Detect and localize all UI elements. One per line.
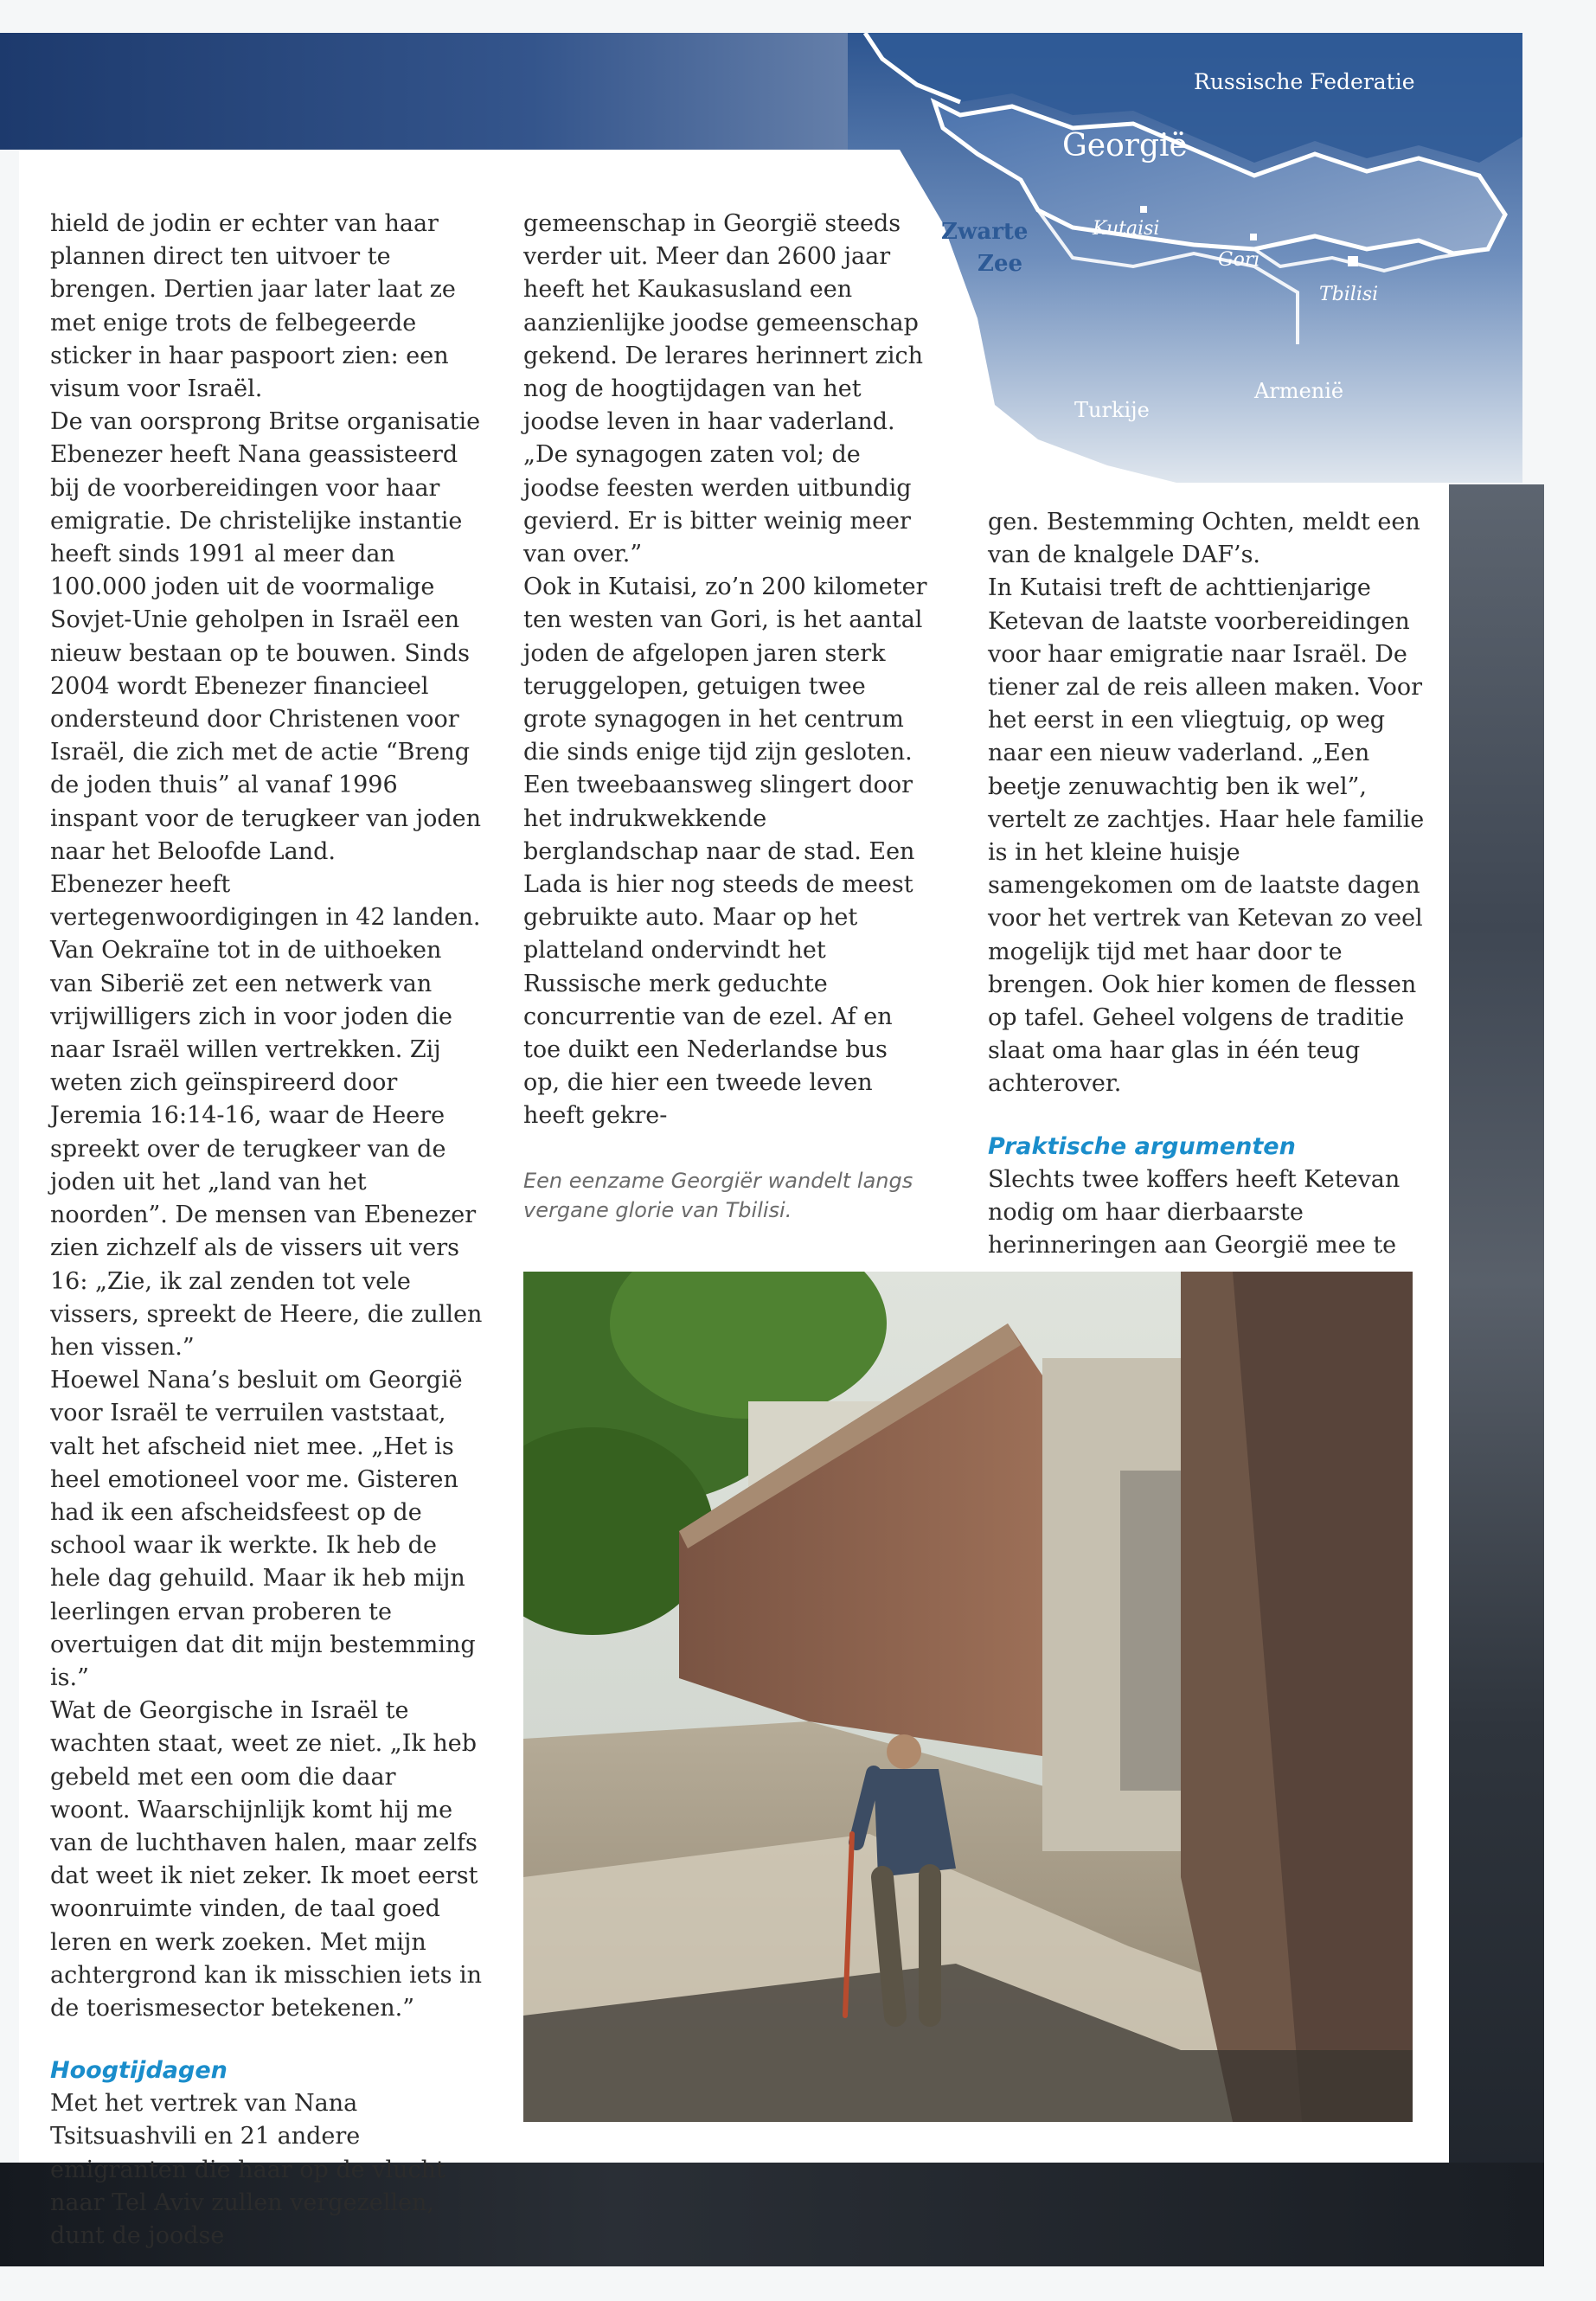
paragraph: De van oorsprong Britse organisatie Ebenezer heeft Nana geassisteerd bij de voorbereidingen voor haar emigratie. De christelijke instantie heeft sinds 1991 al meer dan 100.000 joden uit de voormalige Sovjet-Unie geholpen in Israël een nieuw bestaan op te bouwen. Sinds 2004 wordt Ebenezer financieel ondersteund door Christenen voor Israël, die zich met de actie “Breng de joden thuis” al vanaf 1996 inspant voor de terugkeer van joden naar het Beloofde Land. xyxy=(50,408,481,865)
paragraph: hield de jodin er echter van haar plannen direct ten uitvoer te brengen. Dertien jaar later laat ze met enige trots de felbegeerde sticker in haar paspoort zien: een visum voor Israël. xyxy=(50,210,456,403)
tbilisi-marker xyxy=(1348,256,1358,266)
sea-label-line1: Zwarte xyxy=(941,219,1029,245)
turkey-label: Turkije xyxy=(1074,398,1150,422)
gori-label: Gori xyxy=(1218,249,1260,271)
paragraph: Ebenezer heeft vertegenwoordigingen in 42 landen. Van Oekraïne tot in de uithoeken van Siberië zet een netwerk van vrijwilligers zich in voor joden die naar Israël willen vertrekken. Zij weten zich geïnspireerd door Jeremia 16:14-16, waar de Heere spreekt over de terugkeer van de joden uit het „land van het noorden”. De mensen van Ebenezer zien zichzelf als de vissers uit vers 16: „Zie, ik zal zenden tot vele vissers, spreekt de Heere, die zullen hen vissen.” xyxy=(50,871,483,1361)
photo-caption: Een eenzame Georgiër wandelt langs vergane glorie van Tbilisi. xyxy=(523,1169,913,1222)
kutaisi-marker xyxy=(1140,206,1147,213)
right-edge-photo xyxy=(1449,484,1544,2258)
paragraph: Slechts twee koffers heeft Ketevan nodig om haar dierbaarste herinneringen aan Georgië mee te xyxy=(988,1165,1401,1259)
article-column-2 xyxy=(523,208,930,1133)
georgia-map xyxy=(848,33,1522,483)
paragraph: gen. Bestemming Ochten, meldt een van de knalgele DAF’s. xyxy=(988,509,1420,569)
map-graphic xyxy=(848,33,1522,483)
paragraph: gemeenschap in Georgië steeds verder uit. Meer dan 2600 jaar heeft het Kaukasusland een aanzienlijke joodse gemeenschap gekend. De lerares herinnert zich nog de hoogtijdagen van het joodse leven in haar vaderland. „De synagogen zaten vol; de joodse feesten werden uitbundig gevierd. Er is bitter weinig meer van over.” xyxy=(523,210,923,568)
paragraph: Wat de Georgische in Israël te wachten staat, weet ze niet. „Ik heb gebeld met een oom die daar woont. Waarschijnlijk komt hij me van de luchthaven halen, maar zelfs dat weet ik niet zeker. Ik moet eerst woonruimte vinden, de taal goed leren en werk zoeken. Met mijn achtergrond kan ik misschien iets in de toerismesector betekenen.” xyxy=(50,1697,483,2022)
wooden-door xyxy=(1120,1471,1181,1791)
armenia-label: Armenië xyxy=(1254,379,1344,403)
paragraph: Met het vertrek van Nana Tsitsuashvili en 21 andere emigranten die haar op de vlucht naar Tel Aviv zullen vergezellen, dunt de joodse xyxy=(50,2090,445,2249)
photo-graphic xyxy=(523,1272,1413,2122)
gori-marker xyxy=(1250,234,1257,240)
street-photo xyxy=(523,1272,1413,2122)
paragraph: Ook in Kutaisi, zo’n 200 kilometer ten westen van Gori, is het aantal joden de afgelopen jaren sterk teruggelopen, getuigen twee grote synagogen in het centrum die sinds enige tijd zijn gesloten. Een tweebaansweg slingert door het indrukwekkende berglandschap naar de stad. Een Lada is hier nog steeds de meest gebruikte auto. Maar op het platteland ondervindt het Russische merk geduchte concurrentie van de ezel. Af en toe duikt een Nederlandse bus op, die hier een tweede leven heeft gekre- xyxy=(523,574,927,1130)
russia-label: Russische Federatie xyxy=(1194,69,1415,94)
article-column-1 xyxy=(50,208,483,2253)
article-column-3 xyxy=(988,506,1429,1295)
paragraph: Hoewel Nana’s besluit om Georgië voor Israël te verruilen vaststaat, valt het afscheid niet mee. „Het is heel emotioneel voor me. Gisteren had ik een afscheidsfeest op de school waar ik werkte. Ik heb de hele dag gehuild. Maar ik heb mijn leerlingen ervan proberen te overtuigen dat dit mijn bestemming is.” xyxy=(50,1367,476,1691)
georgia-label: Georgië xyxy=(1062,128,1188,163)
sea-label-line2: Zee xyxy=(977,251,1023,277)
subheading-praktische-argumenten: Praktische argumenten xyxy=(988,1132,1296,1160)
kutaisi-label: Kutaisi xyxy=(1093,218,1160,240)
paragraph: In Kutaisi treft de achttienjarige Ketevan de laatste voorbereidingen voor haar emigratie naar Israël. De tiener zal de reis alleen maken. Voor het eerst in een vliegtuig, op weg naar een nieuw vaderland. „Een beetje zenuwachtig ben ik wel”, vertelt ze zachtjes. Haar hele familie is in het kleine huisje samengekomen om de laatste dagen voor het vertrek van Ketevan zo veel mogelijk tijd met haar door te brengen. Ook hier komen de flessen op tafel. Geheel volgens de traditie slaat oma haar glas in één teug achterover. xyxy=(988,574,1425,1098)
subheading-hoogtijdagen: Hoogtijdagen xyxy=(50,2057,228,2085)
tbilisi-label: Tbilisi xyxy=(1319,284,1379,305)
